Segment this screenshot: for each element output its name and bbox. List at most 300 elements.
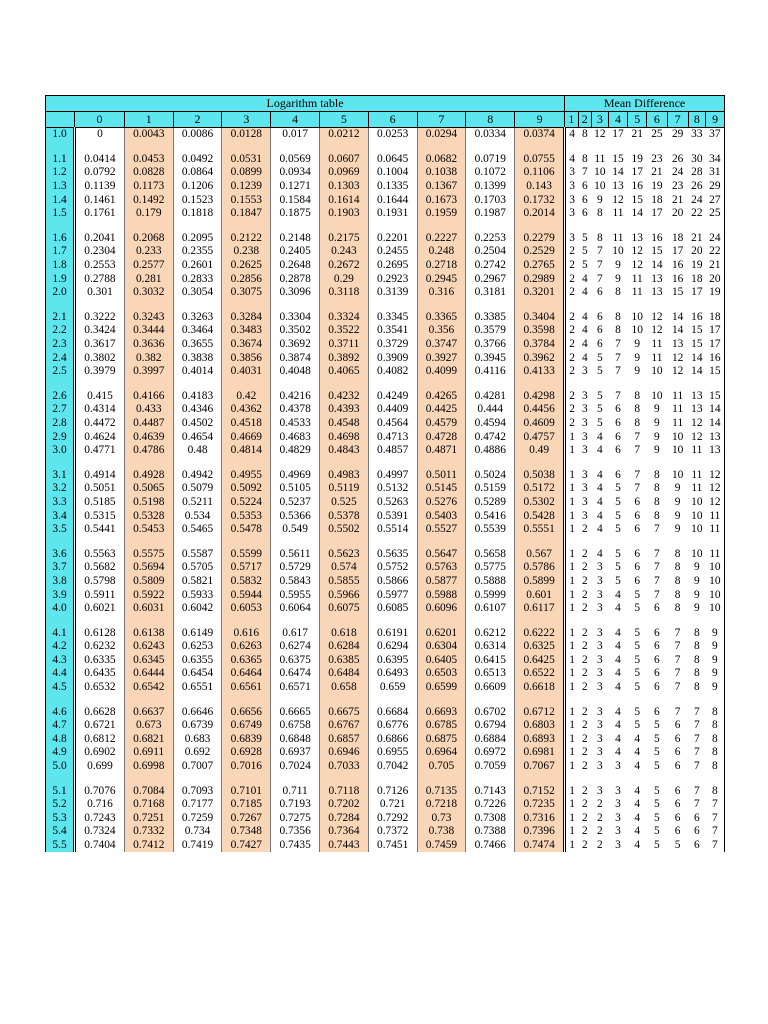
mean-difference-cell: 7 (615, 389, 621, 402)
mean-difference-cell: 12 (671, 365, 684, 378)
mean-difference-cell: 9 (634, 338, 641, 351)
log-value-cell: 0.7042 (368, 760, 417, 774)
log-value-cell: 0.3802 (75, 351, 125, 365)
row-label: 2.0 (46, 286, 75, 300)
log-value-cell: 0.7324 (75, 825, 125, 839)
log-value-cell: 0.1239 (222, 180, 271, 194)
mean-difference-cell: 13 (651, 286, 663, 299)
log-value-cell: 0.4265 (417, 390, 466, 404)
mean-difference-cell: 17 (691, 286, 703, 299)
column-header-9: 9 (515, 112, 565, 128)
mean-difference-cell: 1 (569, 653, 575, 666)
log-value-cell: 0.4814 (222, 444, 271, 458)
log-value-cell: 0.6513 (466, 667, 515, 681)
log-value-cell: 0.5786 (515, 561, 565, 575)
log-value-cell: 0.1847 (222, 207, 271, 221)
log-value-cell: 0.1553 (222, 193, 271, 207)
mean-difference-cell: 9 (674, 509, 681, 522)
table-row (46, 654, 725, 668)
mean-difference-cell: 2 (569, 272, 575, 285)
log-value-cell: 0.7275 (271, 812, 320, 826)
mean-difference-cell: 8 (634, 403, 641, 416)
log-value-cell: 0.4969 (271, 468, 320, 482)
mean-difference-cell: 8 (654, 495, 660, 508)
log-value-cell: 0.4886 (466, 444, 515, 458)
mean-difference-cell: 5 (581, 259, 588, 272)
mean-difference-cell: 12 (651, 310, 663, 323)
log-value-cell: 0.2718 (417, 259, 466, 273)
row-label: 1.3 (46, 180, 75, 194)
mean-difference-cell: 11 (631, 286, 643, 299)
mean-difference-cell: 3 (569, 231, 575, 244)
log-value-cell: 0.738 (417, 825, 466, 839)
log-value-cell: 0.0253 (368, 128, 417, 142)
log-value-cell: 0.6484 (320, 667, 369, 681)
log-value-cell: 0.6665 (271, 705, 320, 719)
log-value-cell: 0.7435 (271, 839, 320, 853)
mean-difference-cell: 5 (596, 389, 603, 402)
mean-difference-cell: 12 (706, 468, 725, 482)
log-value-cell: 0.3927 (417, 351, 466, 365)
log-value-cell: 0.1523 (173, 193, 222, 207)
mean-difference-cell: 6 (674, 732, 681, 745)
mean-difference-cell: 19 (631, 152, 643, 165)
mean-difference-cell: 7 (694, 705, 700, 718)
mean-difference-cell: 8 (596, 231, 603, 244)
log-value-cell: 0.7235 (515, 798, 565, 812)
log-value-cell: 0.3856 (222, 351, 271, 365)
mean-difference-cell: 2 (581, 640, 588, 653)
row-label: 5.1 (46, 784, 75, 798)
mean-difference-cell: 1 (569, 468, 575, 481)
mean-difference-cell: 15 (691, 338, 703, 351)
mean-difference-cell: 14 (631, 207, 643, 220)
mean-difference-cell: 4 (615, 626, 621, 639)
log-value-cell: 0.3075 (222, 286, 271, 300)
log-value-cell: 0.3139 (368, 286, 417, 300)
log-value-cell: 0.618 (320, 626, 369, 640)
mean-difference-cell: 3 (596, 588, 603, 601)
mean-difference-cell: 4 (596, 482, 603, 495)
mean-difference-cell: 4 (615, 653, 621, 666)
log-value-cell: 0.5416 (466, 509, 515, 523)
log-value-cell: 0.2945 (417, 272, 466, 286)
log-value-cell: 0.1367 (417, 180, 466, 194)
mean-difference-cell: 4 (596, 547, 603, 560)
mean-difference-cell: 3 (596, 640, 603, 653)
mean-difference-cell: 8 (674, 547, 681, 560)
mean-difference-cell: 5 (634, 653, 641, 666)
log-value-cell: 0.7007 (173, 760, 222, 774)
row-label: 3.7 (46, 561, 75, 575)
row-label: 1.5 (46, 207, 75, 221)
log-value-cell: 0.6609 (466, 681, 515, 695)
log-value-cell: 0.5599 (222, 547, 271, 561)
table-row (46, 812, 725, 826)
log-value-cell: 0.48 (173, 444, 222, 458)
mean-difference-cell: 4 (615, 681, 621, 694)
column-header-row (46, 112, 725, 128)
mean-difference-cell: 2 (581, 839, 588, 852)
mean-difference-cell: 2 (569, 245, 575, 258)
mean-difference-cell: 2 (596, 811, 603, 824)
mean-difference-cell: 5 (654, 811, 660, 824)
mean-difference-cell: 13 (612, 180, 624, 193)
mean-difference-cell: 20 (671, 207, 684, 220)
mean-difference-cell: 2 (569, 365, 575, 378)
log-value-cell: 0.5539 (466, 523, 515, 537)
mean-difference-cell: 24 (691, 193, 703, 206)
log-value-cell: 0.5977 (368, 588, 417, 602)
mean-difference-cell: 3 (596, 719, 603, 732)
mean-difference-cell: 3 (596, 602, 603, 615)
log-value-cell: 0.6893 (515, 733, 565, 747)
log-value-cell: 0.0531 (222, 153, 271, 167)
log-value-cell: 0.5159 (466, 482, 515, 496)
log-value-cell: 0.3385 (466, 311, 515, 325)
group-spacer (46, 615, 725, 626)
mean-difference-cell: 9 (694, 588, 700, 601)
mean-difference-cell: 15 (631, 193, 643, 206)
mean-difference-cell: 22 (706, 245, 725, 259)
log-value-cell: 0.4843 (320, 444, 369, 458)
row-label: 4.2 (46, 640, 75, 654)
mean-difference-cell: 10 (671, 444, 684, 457)
mean-difference-cell: 9 (615, 259, 621, 272)
log-value-cell: 0.7016 (222, 760, 271, 774)
row-label: 5.0 (46, 760, 75, 774)
mean-difference-cell: 33 (691, 128, 703, 141)
log-value-cell: 0.5065 (124, 482, 173, 496)
log-value-cell: 0.3892 (320, 351, 369, 365)
mean-difference-cell: 11 (612, 207, 624, 220)
log-value-cell: 0.6884 (466, 733, 515, 747)
log-value-cell: 0.7243 (75, 812, 125, 826)
row-label: 4.8 (46, 733, 75, 747)
log-value-cell: 0.5888 (466, 575, 515, 589)
mean-difference-cell: 3 (581, 416, 588, 429)
row-label: 5.4 (46, 825, 75, 839)
mean-difference-cell: 3 (596, 653, 603, 666)
mean-difference-cell: 8 (615, 324, 621, 337)
log-value-cell: 0.5798 (75, 575, 125, 589)
mean-difference-cell: 11 (706, 509, 725, 523)
row-label: 2.8 (46, 417, 75, 431)
log-value-cell: 0.6355 (173, 654, 222, 668)
mean-difference-cell: 4 (615, 588, 621, 601)
log-value-cell: 0.716 (75, 798, 125, 812)
table-row (46, 681, 725, 695)
log-value-cell: 0.7059 (466, 760, 515, 774)
log-value-cell: 0.525 (320, 496, 369, 510)
log-value-cell: 0.6454 (173, 667, 222, 681)
mean-difference-cell: 11 (706, 523, 725, 537)
log-value-cell: 0.3345 (368, 311, 417, 325)
mean-difference-cell: 1 (569, 444, 575, 457)
row-label: 3.8 (46, 575, 75, 589)
log-value-cell: 0.1335 (368, 180, 417, 194)
mean-difference-cell: 2 (581, 574, 588, 587)
log-value-cell: 0.1492 (124, 193, 173, 207)
log-value-cell: 0.7177 (173, 798, 222, 812)
log-value-cell: 0.5866 (368, 575, 417, 589)
log-value-cell: 0.6474 (271, 667, 320, 681)
mean-difference-cell: 17 (706, 338, 725, 352)
mean-difference-cell: 8 (654, 468, 660, 481)
log-value-cell: 0.5855 (320, 575, 369, 589)
mean-difference-cell: 13 (691, 403, 703, 416)
mean-difference-cell: 7 (674, 705, 681, 718)
log-value-cell: 0.2553 (75, 259, 125, 273)
log-value-cell: 0.3729 (368, 338, 417, 352)
mean-difference-cell: 4 (615, 719, 621, 732)
log-value-cell: 0.4082 (368, 365, 417, 379)
mean-difference-cell: 6 (596, 324, 603, 337)
mean-difference-cell: 14 (651, 259, 663, 272)
table-row (46, 232, 725, 246)
log-value-cell: 0.5211 (173, 496, 222, 510)
log-value-cell: 0.5832 (222, 575, 271, 589)
mean-difference-cell: 3 (615, 798, 621, 811)
table-row (46, 351, 725, 365)
mean-difference-cell: 15 (612, 152, 624, 165)
log-value-cell: 0.4281 (466, 390, 515, 404)
mean-difference-cell: 11 (594, 152, 606, 165)
log-value-cell: 0.4579 (417, 417, 466, 431)
mean-difference-cell: 13 (706, 430, 725, 444)
row-label: 3.3 (46, 496, 75, 510)
mean-difference-cell: 9 (596, 193, 603, 206)
mean-difference-cell: 10 (706, 575, 725, 589)
mean-difference-cell: 1 (569, 705, 575, 718)
mean-difference-cell: 8 (581, 152, 588, 165)
log-value-cell: 0.316 (417, 286, 466, 300)
mean-difference-cell: 4 (581, 272, 588, 285)
log-value-cell: 0.6693 (417, 705, 466, 719)
mean-difference-cell: 3 (596, 667, 603, 680)
log-value-cell: 0.6385 (320, 654, 369, 668)
md-column-header-7: 7 (667, 112, 688, 128)
mean-difference-cell: 2 (569, 403, 575, 416)
mean-difference-cell: 1 (569, 839, 575, 852)
mean-difference-cell: 3 (615, 760, 621, 773)
group-spacer (46, 379, 725, 390)
mean-difference-cell: 7 (596, 245, 603, 258)
mean-difference-cell: 17 (612, 128, 624, 141)
log-value-cell: 0.73 (417, 812, 466, 826)
mean-difference-cell: 7 (674, 653, 681, 666)
mean-difference-cell: 10 (651, 389, 663, 402)
log-value-cell: 0.6928 (222, 746, 271, 760)
log-value-cell: 0.2923 (368, 272, 417, 286)
table-row (46, 180, 725, 194)
log-value-cell: 0.4624 (75, 430, 125, 444)
log-value-cell: 0.4564 (368, 417, 417, 431)
mean-difference-cell: 2 (581, 523, 588, 536)
mean-difference-cell: 8 (706, 746, 725, 760)
log-value-cell: 0.7067 (515, 760, 565, 774)
mean-difference-cell: 14 (671, 324, 684, 337)
mean-difference-cell: 7 (694, 760, 700, 773)
mean-difference-cell: 1 (569, 681, 575, 694)
mean-difference-cell: 24 (706, 232, 725, 246)
log-value-cell: 0.6875 (417, 733, 466, 747)
row-label: 5.2 (46, 798, 75, 812)
log-value-cell: 0.6946 (320, 746, 369, 760)
mean-difference-cell: 6 (634, 495, 641, 508)
log-value-cell: 0.4362 (222, 403, 271, 417)
log-value-cell: 0.6325 (515, 640, 565, 654)
log-value-cell: 0.3655 (173, 338, 222, 352)
mean-difference-cell: 3 (596, 760, 603, 773)
mean-difference-cell: 25 (706, 207, 725, 221)
row-label: 5.3 (46, 812, 75, 826)
mean-difference-cell: 8 (654, 509, 660, 522)
log-value-cell: 0.5391 (368, 509, 417, 523)
log-value-cell: 0.6803 (515, 719, 565, 733)
mean-difference-cell: 6 (694, 811, 700, 824)
log-value-cell: 0.2695 (368, 259, 417, 273)
mean-difference-cell: 3 (596, 681, 603, 694)
log-value-cell: 0.4742 (466, 430, 515, 444)
mean-difference-cell: 7 (615, 338, 621, 351)
row-label: 1.9 (46, 272, 75, 286)
log-value-cell: 0.5263 (368, 496, 417, 510)
log-value-cell: 0.5145 (417, 482, 466, 496)
log-value-cell: 0.4518 (222, 417, 271, 431)
mean-difference-cell: 7 (674, 681, 681, 694)
mean-difference-cell: 7 (654, 547, 660, 560)
log-value-cell: 0.5132 (368, 482, 417, 496)
log-value-cell: 0.711 (271, 784, 320, 798)
table-row (46, 719, 725, 733)
row-label: 1.0 (46, 128, 75, 142)
mean-difference-cell: 12 (706, 482, 725, 496)
log-value-cell: 0.5353 (222, 509, 271, 523)
log-value-cell: 0.4298 (515, 390, 565, 404)
log-value-cell: 0.2742 (466, 259, 515, 273)
log-value-cell: 0.3962 (515, 351, 565, 365)
mean-difference-cell: 10 (671, 468, 684, 481)
mean-difference-cell: 8 (706, 760, 725, 774)
mean-difference-cell: 6 (654, 602, 660, 615)
log-value-cell: 0.7202 (320, 798, 369, 812)
mean-difference-cell: 4 (634, 839, 641, 852)
mean-difference-cell: 17 (631, 166, 643, 179)
mean-difference-cell: 6 (596, 338, 603, 351)
log-value-cell: 0.4713 (368, 430, 417, 444)
mean-difference-cell: 4 (596, 430, 603, 443)
mean-difference-cell: 1 (569, 574, 575, 587)
mean-difference-cell: 6 (654, 626, 660, 639)
mean-difference-cell: 6 (654, 640, 660, 653)
mean-difference-cell: 2 (569, 338, 575, 351)
log-value-cell: 0.5682 (75, 561, 125, 575)
mean-difference-cell: 14 (612, 166, 624, 179)
log-value-cell: 0.5933 (173, 588, 222, 602)
mean-difference-cell: 9 (654, 430, 660, 443)
group-spacer (46, 694, 725, 705)
log-value-cell: 0.2227 (417, 232, 466, 246)
log-value-cell: 0.6284 (320, 640, 369, 654)
log-value-cell: 0.0492 (173, 153, 222, 167)
log-value-cell: 0.0086 (173, 128, 222, 142)
log-value-cell: 0.7251 (124, 812, 173, 826)
log-value-cell: 0.6274 (271, 640, 320, 654)
mean-difference-cell: 1 (569, 547, 575, 560)
log-value-cell: 0.5079 (173, 482, 222, 496)
mean-difference-cell: 6 (615, 468, 621, 481)
mean-difference-cell: 37 (706, 128, 725, 142)
log-value-cell: 0.0899 (222, 166, 271, 180)
mean-difference-cell: 10 (691, 509, 703, 522)
log-value-cell: 0.5378 (320, 509, 369, 523)
log-value-cell: 0.6794 (466, 719, 515, 733)
mean-difference-cell: 10 (691, 495, 703, 508)
log-value-cell: 0.2989 (515, 272, 565, 286)
mean-difference-cell: 11 (672, 416, 684, 429)
log-value-cell: 0.4409 (368, 403, 417, 417)
mean-difference-cell: 3 (596, 705, 603, 718)
mean-difference-cell: 10 (631, 324, 643, 337)
log-value-cell: 0.49 (515, 444, 565, 458)
log-value-cell: 0.6785 (417, 719, 466, 733)
mean-difference-cell: 22 (691, 207, 703, 220)
mean-difference-cell: 6 (694, 825, 700, 838)
mean-difference-cell: 5 (654, 732, 660, 745)
log-value-cell: 0.7101 (222, 784, 271, 798)
log-value-cell: 0.1004 (368, 166, 417, 180)
log-value-cell: 0.6345 (124, 654, 173, 668)
mean-difference-cell: 6 (654, 653, 660, 666)
log-value-cell: 0.4757 (515, 430, 565, 444)
log-value-cell: 0.5302 (515, 496, 565, 510)
table-row (46, 390, 725, 404)
mean-difference-cell: 4 (615, 602, 621, 615)
table-row (46, 575, 725, 589)
log-value-cell: 0.6866 (368, 733, 417, 747)
mean-difference-cell: 25 (651, 128, 663, 141)
md-column-header-8: 8 (688, 112, 706, 128)
log-value-cell: 0.4639 (124, 430, 173, 444)
log-value-cell: 0.7118 (320, 784, 369, 798)
log-value-cell: 0.4232 (320, 390, 369, 404)
log-value-cell: 0.6304 (417, 640, 466, 654)
mean-difference-cell: 2 (581, 798, 588, 811)
table-row (46, 746, 725, 760)
log-value-cell: 0.3181 (466, 286, 515, 300)
table-row (46, 417, 725, 431)
log-value-cell: 0.0719 (466, 153, 515, 167)
mean-difference-cell: 5 (674, 839, 681, 852)
row-label: 4.9 (46, 746, 75, 760)
mean-difference-cell: 18 (706, 311, 725, 325)
log-value-cell: 0.1399 (466, 180, 515, 194)
log-value-cell: 0.4771 (75, 444, 125, 458)
log-value-cell: 0.7396 (515, 825, 565, 839)
log-value-cell: 0.6201 (417, 626, 466, 640)
mean-difference-cell: 2 (596, 825, 603, 838)
log-value-cell: 0.0828 (124, 166, 173, 180)
md-column-header-5: 5 (628, 112, 647, 128)
log-value-cell: 0.4031 (222, 365, 271, 379)
log-value-cell: 0.5092 (222, 482, 271, 496)
mean-difference-cell: 6 (596, 310, 603, 323)
mean-difference-cell: 5 (615, 495, 621, 508)
md-column-header-4: 4 (608, 112, 628, 128)
mean-difference-cell: 21 (671, 193, 684, 206)
row-label: 1.8 (46, 259, 75, 273)
